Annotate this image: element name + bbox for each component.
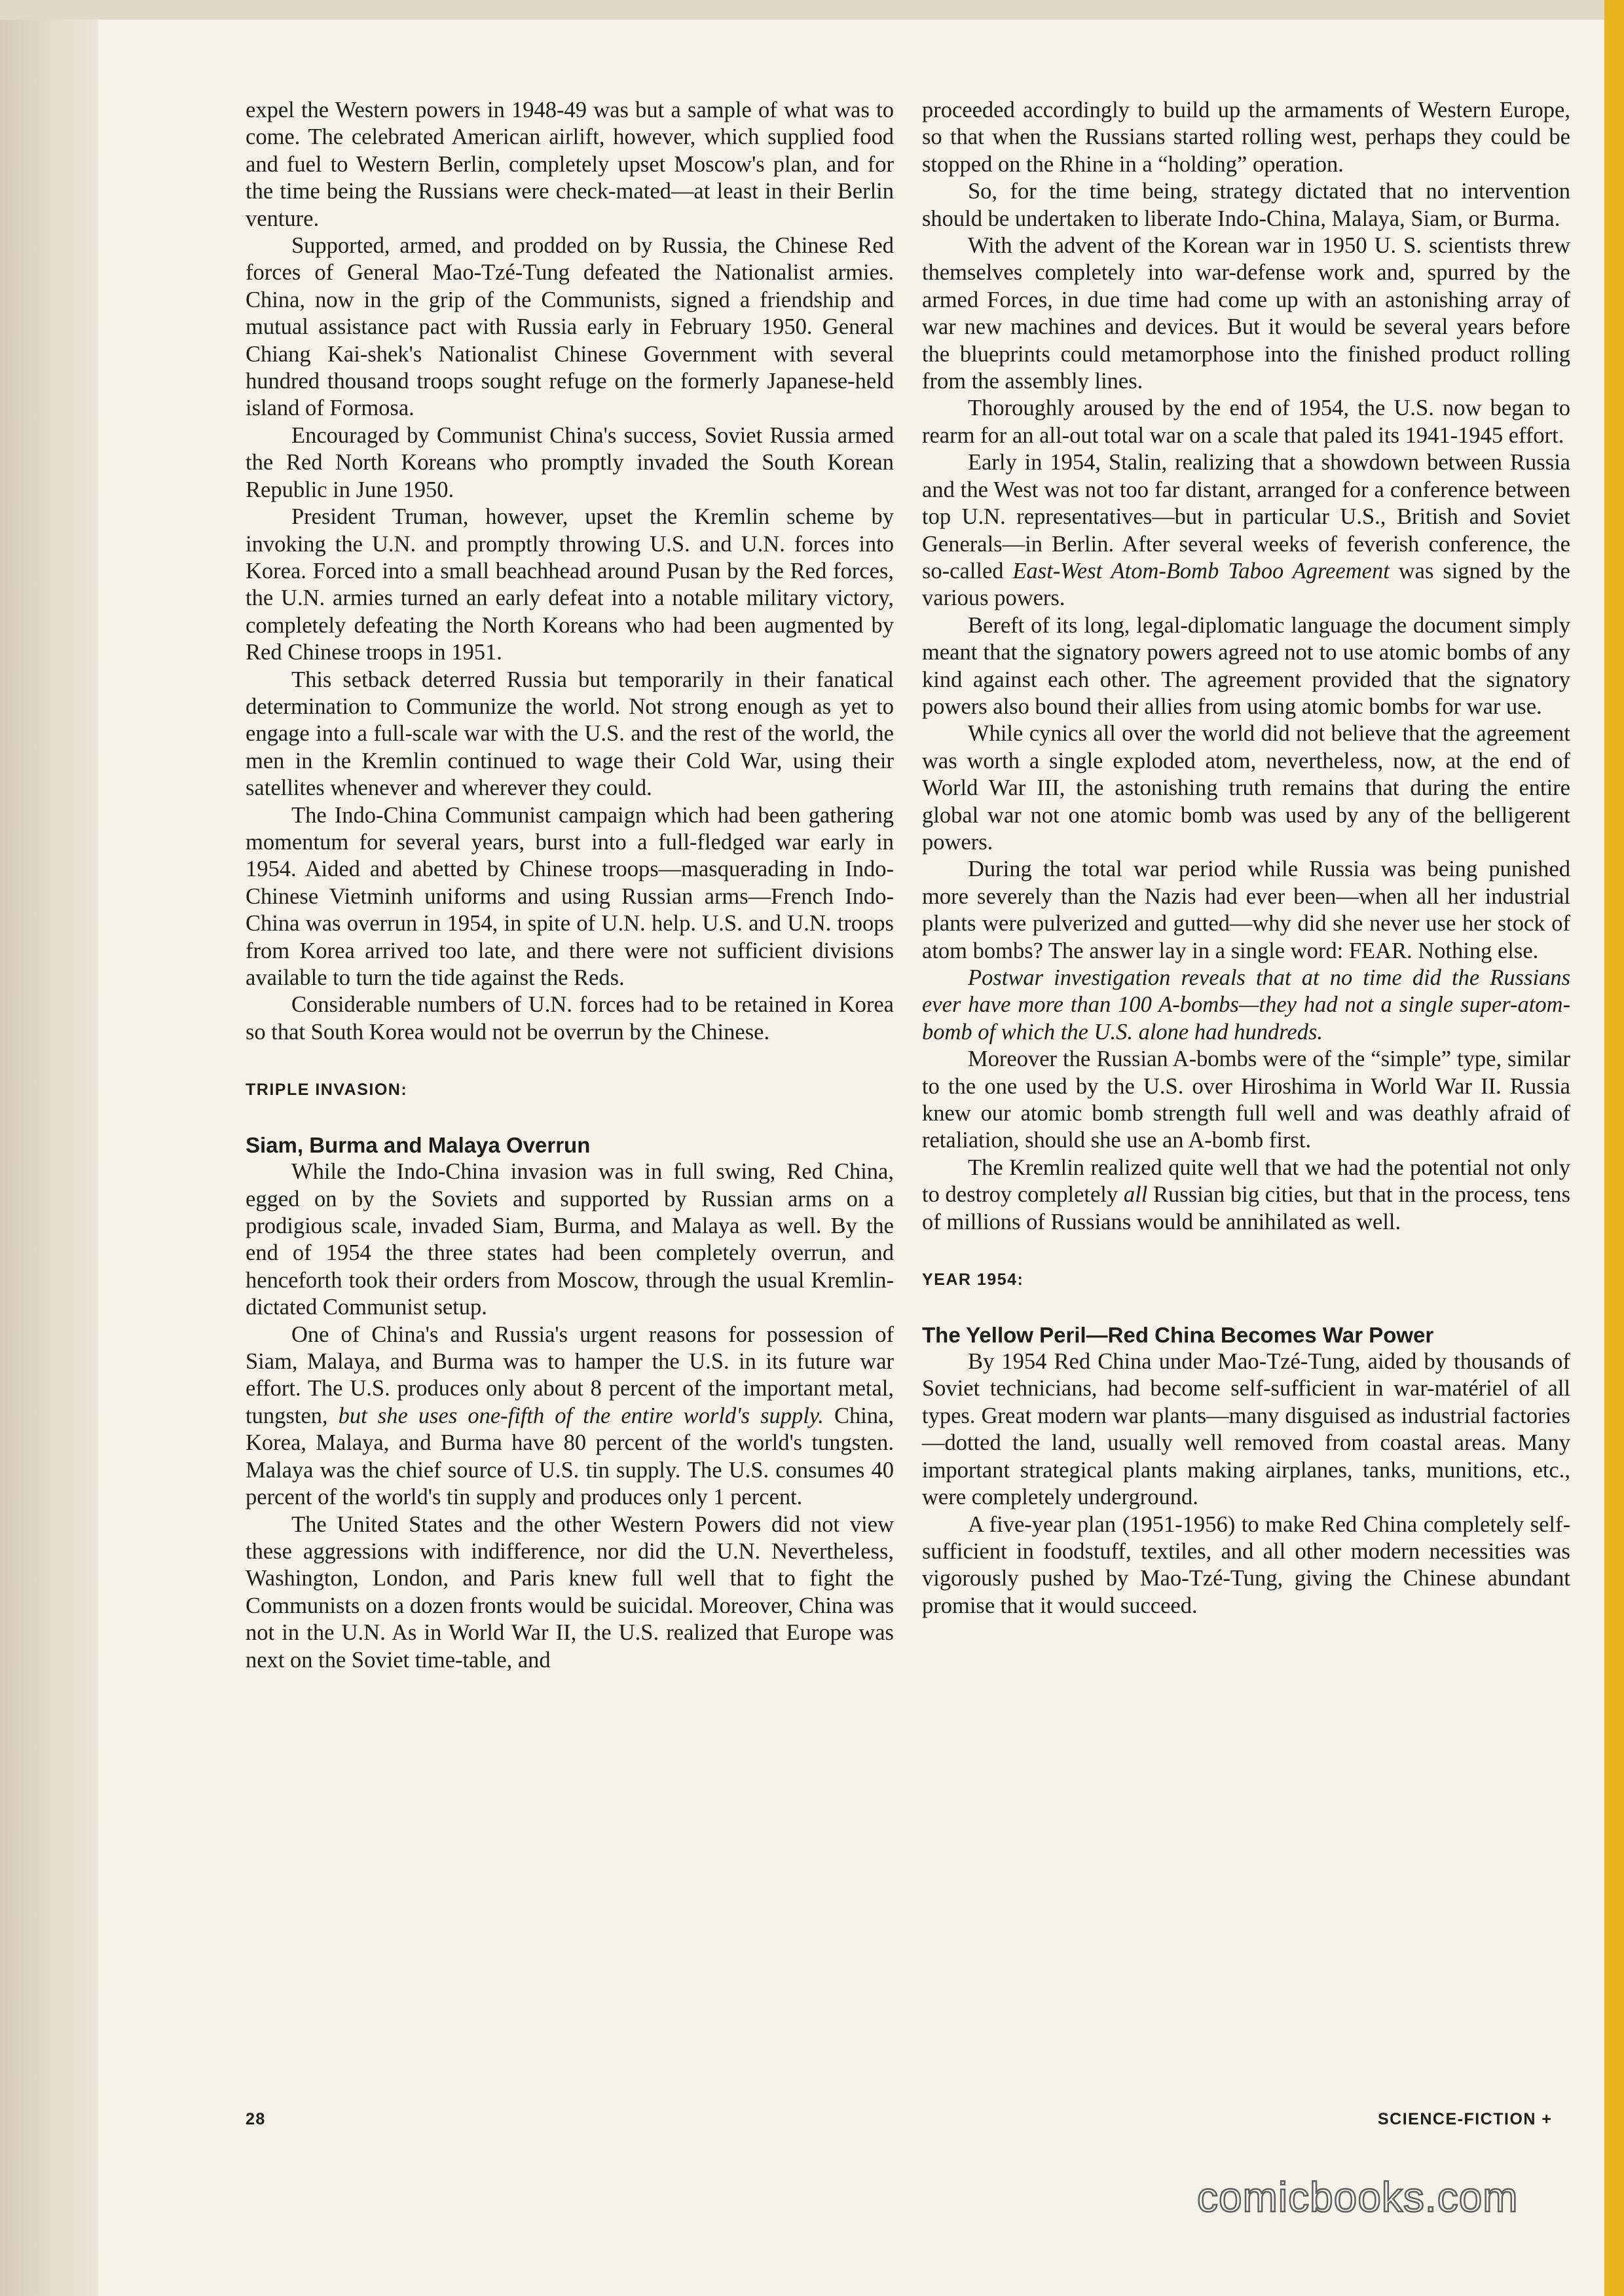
paragraph: While cynics all over the world did not believe that the agreement was worth a single exploded atom, nevertheless, now, at the end of World War III, the astonishing truth remains that during the entire global war not one atomic bomb was used by any of the belligerent powers. [922, 721, 1570, 855]
paragraph: Supported, armed, and prodded on by Russia, the Chinese Red forces of General Mao-Tzé-Tung defeated the Nationalist armies. China, now in the grip of the Communists, signed a friendship and mutual assistance pact with Russia early in February 1950. General Chiang Kai-shek's Nationalist Chinese Government with several hundred thousand troops sought refuge on the formerly Japanese-held island of Formosa. [246, 233, 894, 421]
left-column [246, 97, 894, 1674]
paragraph: Encouraged by Communist China's success, Soviet Russia armed the Red North Koreans who promptly invaded the South Korean Republic in June 1950. [246, 422, 894, 502]
paragraph: expel the Western powers in 1948-49 was but a sample of what was to come. The celebrated American airlift, however, which supplied food and fuel to Western Berlin, completely upset Moscow's plan, and for the time being the Russians were check-mated—at least in their Berlin venture. [246, 98, 894, 231]
paragraph [246, 1322, 894, 1511]
paragraph: Considerable numbers of U.N. forces had to be retained in Korea so that South Korea would not be overrun by the Chinese. [246, 992, 894, 1045]
paragraph-text: China, Korea, Malaya, and Burma have 80 percent of the world's tungsten. Malaya was the chief source of U.S. tin supply. The U.S. consumes 40 percent of the world's tin supply and produces only 1 percent. [246, 1403, 895, 1510]
paragraph-text: was signed by the various powers. [922, 558, 1570, 611]
page-stack-edge [0, 0, 98, 2296]
watermark: comicbooks.com [1197, 2174, 1519, 2221]
section-kicker: YEAR 1954: [922, 1270, 1024, 1289]
paragraph: This setback deterred Russia but temporarily in their fanatical determination to Communize the world. Not strong enough as yet to engage into a full-scale war with the U.S. and the rest of the world, the men in the Kremlin continued to wage their Cold War, using their satellites whenever and wherever they could. [246, 667, 894, 801]
paragraph: Moreover the Russian A-bombs were of the “simple” type, similar to the one used by the U.S. over Hiroshima in World War II. Russia knew our atomic bomb strength full well and was deathly afraid of retaliation, should she use an A-bomb first. [922, 1046, 1570, 1153]
paragraph [922, 1155, 1570, 1236]
running-title: SCIENCE-FICTION + [1378, 2110, 1553, 2128]
paragraph [922, 449, 1570, 612]
paragraph: A five-year plan (1951-1956) to make Red China completely self-sufficient in foodstuff, textiles, and all other modern necessities was vigorously pushed by Mao-Tzé-Tung, giving the Chinese abundant promise that it would succeed. [922, 1511, 1570, 1618]
paragraph: During the total war period while Russia was being punished more severely than the Nazis had ever been—when all her industrial plants were pulverized and gutted—why did she never use her stock of atom bombs? The answer lay in a single word: FEAR. Nothing else. [922, 857, 1570, 963]
paragraph: proceeded accordingly to build up the armaments of Western Europe, so that when the Russians started rolling west, perhaps they could be stopped on the Rhine in a “holding” operation. [922, 98, 1570, 177]
paragraph: Thoroughly aroused by the end of 1954, the U.S. now began to rearm for an all-out total war on a scale that paled its 1941-1945 effort. [922, 396, 1570, 448]
emphasis-text: all [1123, 1182, 1148, 1208]
section-kicker: TRIPLE INVASION: [246, 1081, 408, 1100]
paragraph-text: Early in 1954, Stalin, realizing that a showdown between Russia and the West was not too far distant, arranged for a conference between top U.N. representatives—but in particular U.S., British and Soviet Generals—in Berlin. After several weeks of feverish conference, the so-called [922, 450, 1570, 583]
paragraph: While the Indo-China invasion was in full swing, Red China, egged on by the Soviets and supported by Russian arms on a prodigious scale, invaded Siam, Burma, and Malaya as well. By the end of 1954 the three states had been completely overrun, and henceforth took their orders from Moscow, through the usual Kremlin-dictated Communist setup. [246, 1159, 894, 1320]
paragraph: By 1954 Red China under Mao-Tzé-Tung, aided by thousands of Soviet technicians, had become self-sufficient in war-matériel of all types. Great modern war plants—many disguised as industrial factories—dotted the land, usually well removed from coastal areas. Many important strategical plants making airplanes, tanks, munitions, etc., were completely underground. [922, 1349, 1570, 1510]
emphasis-text: East-West Atom-Bomb Taboo Agreement [1012, 558, 1390, 583]
emphasis-text: but she uses one-fifth of the entire world's supply. [338, 1403, 824, 1428]
page-top-edge [0, 0, 1624, 20]
paragraph: President Truman, however, upset the Kremlin scheme by invoking the U.N. and promptly throwing U.S. and U.N. forces into Korea. Forced into a small beachhead around Pusan by the Red forces, the U.N. armies turned an early defeat into a notable military victory, completely defeating the North Koreans who had been augmented by Red Chinese troops in 1951. [246, 504, 894, 665]
paragraph: So, for the time being, strategy dictated that no intervention should be undertaken to liberate Indo-China, Malaya, Siam, or Burma. [922, 179, 1570, 231]
paragraph-text: One of China's and Russia's urgent reasons for possession of Siam, Malaya, and Burma was to hamper the U.S. in its future war effort. The U.S. produces only about 8 percent of the important metal, tungsten, [246, 1322, 894, 1428]
right-column [922, 97, 1570, 1620]
paragraph: With the advent of the Korean war in 1950 U. S. scientists threw themselves completely into war-defense work and, spurred by the armed Forces, in due time had come up with an astonishing array of war new machines and devices. But it would be several years before the blueprints could metamorphose into the finished product rolling from the assembly lines. [922, 233, 1570, 394]
paragraph: The Indo-China Communist campaign which had been gathering momentum for several years, burst into a full-fledged war early in 1954. Aided and abetted by Chinese troops—masquerading in Indo-Chinese Vietminh uniforms and using Russian arms—French Indo-China was overrun in 1954, in spite of U.N. help. U.S. and U.N. troops from Korea arrived too late, and there were not sufficient divisions available to turn the tide against the Reds. [246, 802, 894, 990]
paragraph-text: The Kremlin realized quite well that we had the potential not only to destroy completely [922, 1155, 1570, 1208]
paragraph: The United States and the other Western Powers did not view these aggressions with indifference, nor did the U.N. Nevertheless, Washington, London, and Paris knew full well that to fight the Communists on a dozen fronts would be suicidal. Moreover, China was not in the U.N. As in World War II, the U.S. realized that Europe was next on the Soviet time-table, and [246, 1511, 894, 1673]
section-subhead: The Yellow Peril—Red China Becomes War Power [922, 1323, 1434, 1348]
paragraph-text: Russian big cities, but that in the process, tens of millions of Russians would be annihilated as well. [922, 1182, 1571, 1234]
cover-edge-strip [1604, 0, 1624, 2296]
paragraph-italic: Postwar investigation reveals that at no time did the Russians ever have more than 100 A-bombs—they had not a single super-atom-bomb of which the U.S. alone had hundreds. [922, 965, 1570, 1045]
paragraph: Bereft of its long, legal-diplomatic language the document simply meant that the signatory powers agreed not to use atomic bombs of any kind against each other. The agreement provided that the signatory powers also bound their allies from using atomic bombs for war use. [922, 612, 1570, 719]
page-number: 28 [246, 2110, 266, 2128]
section-subhead: Siam, Burma and Malaya Overrun [246, 1133, 591, 1158]
